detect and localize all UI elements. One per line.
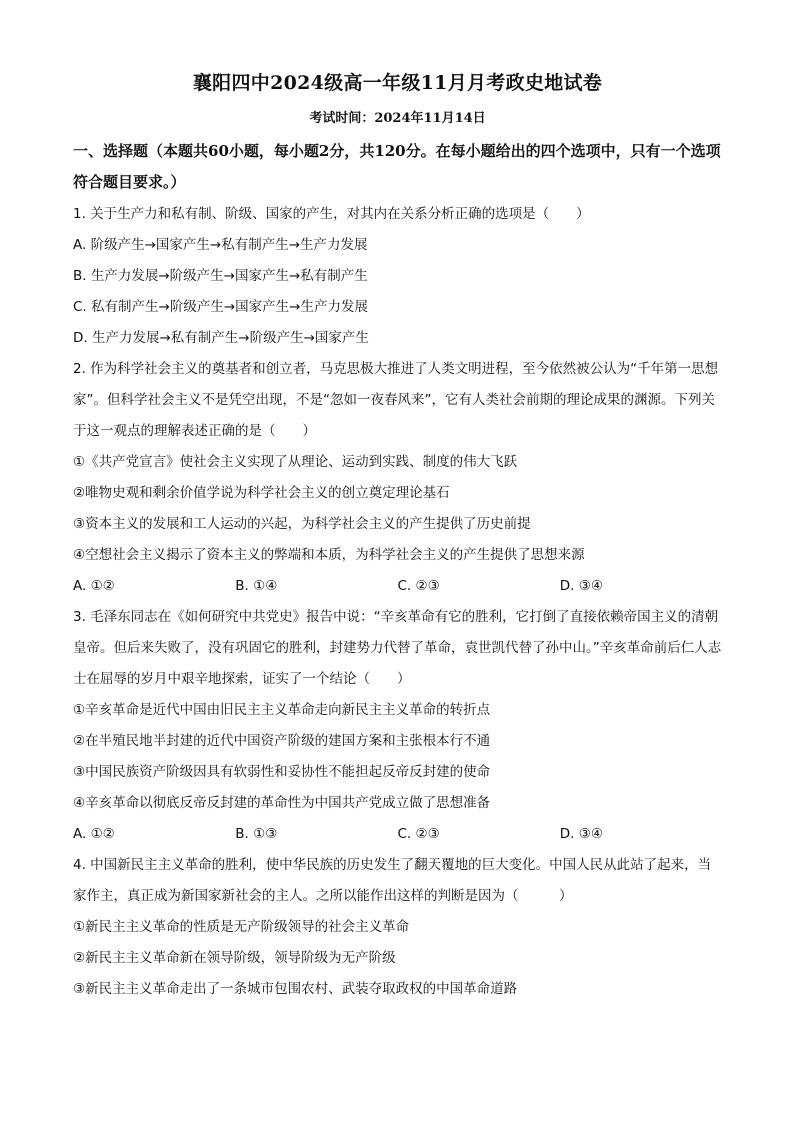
question-2-choice-a: A. ①② <box>73 578 115 594</box>
question-2-stem: 2. 作为科学社会主义的奠基者和创立者，马克思极大推进了人类文明进程，至今依然被公认为“千年第一思想家”。但科学社会主义不是凭空出现，不是“忽如一夜春风来”，它有人类社会前期的理论成果的渊源。下列关于这一观点的理解表述正确的是（ ） <box>73 361 719 439</box>
question-2-choice-b: B. ①④ <box>235 578 278 594</box>
question-2-choice-d: D. ③④ <box>559 578 603 594</box>
question-2-choices <box>73 571 722 602</box>
exam-title: 襄阳四中2024级高一年级11月月考政史地试卷 <box>192 72 603 94</box>
section-heading: 一、选择题（本题共60小题，每小题2分，共120分。在每小题给出的四个选项中，只有一个选项符合题目要求。） <box>73 142 721 191</box>
question-1-option-c: C. 私有制产生→阶级产生→国家产生→生产力发展 <box>73 299 368 315</box>
question-3-choices <box>73 819 722 850</box>
question-2-choice-c: C. ②③ <box>397 578 440 594</box>
question-2-statement-3: ③资本主义的发展和工人运动的兴起，为科学社会主义的产生提供了历史前提 <box>73 516 531 532</box>
question-1-stem: 1. 关于生产力和私有制、阶级、国家的产生，对其内在关系分析正确的选项是（ ） <box>73 206 590 222</box>
question-2-statement-2: ②唯物史观和剩余价值学说为科学社会主义的创立奠定理论基石 <box>73 485 450 501</box>
question-2-statement-1: ①《共产党宣言》使社会主义实现了从理论、运动到实践、制度的伟大飞跃 <box>73 454 518 470</box>
question-3-statement-4: ④辛亥革命以彻底反帝反封建的革命性为中国共产党成立做了思想准备 <box>73 795 491 811</box>
question-4-statement-1: ①新民主主义革命的性质是无产阶级领导的社会主义革命 <box>73 919 410 935</box>
question-3-choice-b: B. ①③ <box>235 826 278 842</box>
question-3-statement-1: ①辛亥革命是近代中国由旧民主主义革命走向新民主主义革命的转折点 <box>73 702 491 718</box>
question-1-option-d: D. 生产力发展→私有制产生→阶级产生→国家产生 <box>73 330 369 346</box>
question-3-stem: 3. 毛泽东同志在《如何研究中共党史》报告中说：“辛亥革命有它的胜利，它打倒了直接依赖帝国主义的清朝皇帝。但后来失败了，没有巩固它的胜利，封建势力代替了革命，袁世凯代替了孙中山。”辛亥革命前后仁人志士在屈辱的岁月中艰辛地探索，证实了一个结论（ ） <box>73 609 722 687</box>
question-3-statement-2: ②在半殖民地半封建的近代中国资产阶级的建国方案和主张根本行不通 <box>73 733 491 749</box>
question-4-statement-3: ③新民主主义革命走出了一条城市包围农村、武装夺取政权的中国革命道路 <box>73 981 518 997</box>
question-1-option-a: A. 阶级产生→国家产生→私有制产生→生产力发展 <box>73 237 368 253</box>
question-3-choice-a: A. ①② <box>73 826 115 842</box>
question-4-stem: 4. 中国新民主主义革命的胜利，使中华民族的历史发生了翻天覆地的巨大变化。中国人民从此站了起来，当家作主，真正成为新国家新社会的主人。之所以能作出这样的判断是因为（ ） <box>73 857 712 904</box>
question-3-choice-d: D. ③④ <box>559 826 603 842</box>
question-1-option-b: B. 生产力发展→阶级产生→国家产生→私有制产生 <box>73 268 368 284</box>
question-2-statement-4: ④空想社会主义揭示了资本主义的弊端和本质，为科学社会主义的产生提供了思想来源 <box>73 547 585 563</box>
question-3-choice-c: C. ②③ <box>397 826 440 842</box>
question-4-statement-2: ②新民主主义革命新在领导阶级，领导阶级为无产阶级 <box>73 950 396 966</box>
exam-time: 考试时间：2024年11月14日 <box>309 111 486 126</box>
question-3-statement-3: ③中国民族资产阶级因具有软弱性和妥协性不能担起反帝反封建的使命 <box>73 764 491 780</box>
